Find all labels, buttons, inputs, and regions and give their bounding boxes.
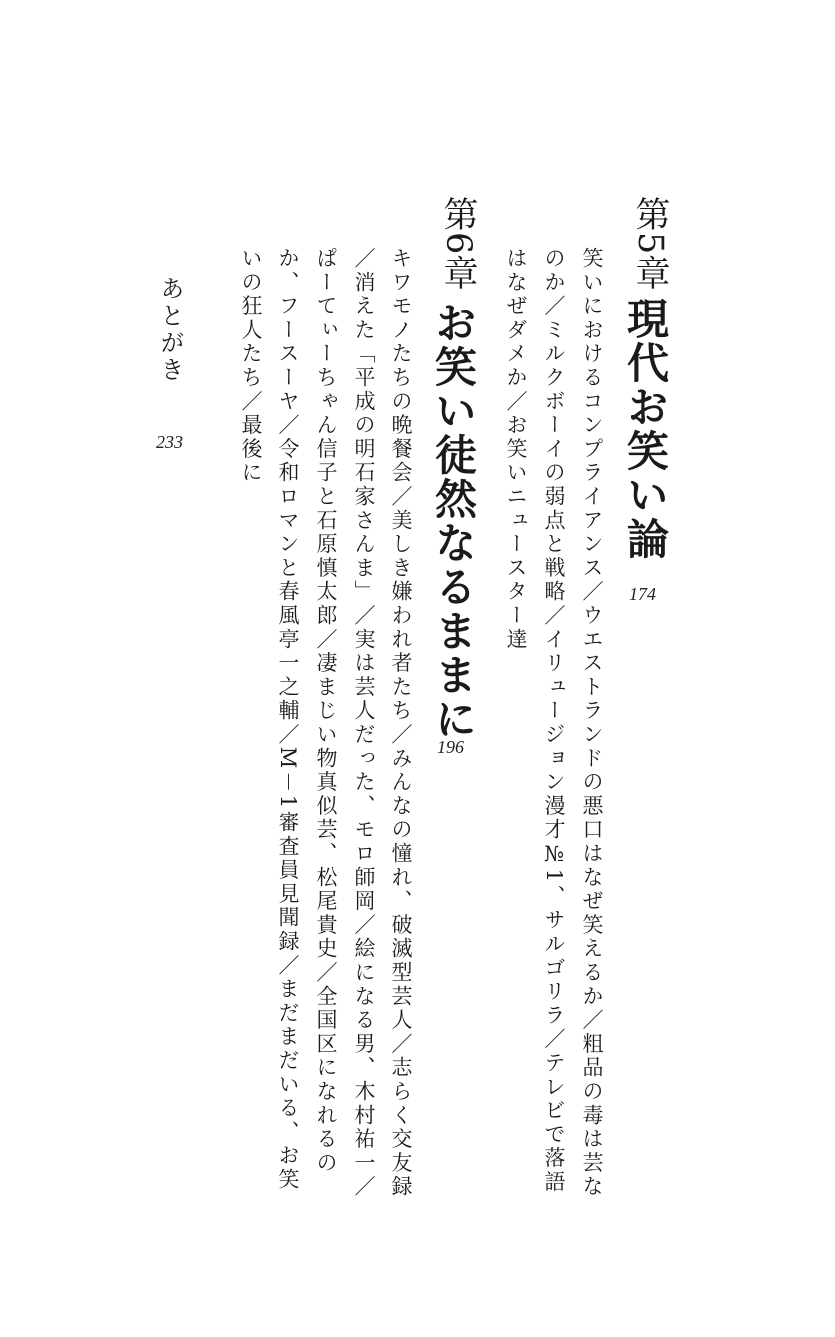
chapter-6-label: 第6章	[438, 196, 478, 292]
chapter-6-line-5: いの狂人たち／最後に	[239, 247, 263, 485]
chapter-6-page-number: 196	[437, 737, 464, 757]
chapter-5-title: 現代お笑い論	[621, 297, 670, 561]
chapter-6-line-2: ／消えた「平成の明石家さんま」／実は芸人だった、モロ師岡／絵になる男、木村祐一／	[352, 247, 376, 1199]
chapter-5-line-1: 笑いにおけるコンプライアンス／ウエストランドの悪口はなぜ笑えるか／粗品の毒は芸な	[580, 247, 604, 1199]
chapter-6-title: お笑い徒然なるままに	[429, 301, 478, 741]
chapter-5-label: 第5章	[630, 196, 670, 292]
chapter-6-line-3: ぱーてぃーちゃん信子と石原慎太郎／凄まじい物真似芸、松尾貴史／全国区になれるの	[314, 247, 338, 1176]
afterword-page-number: 233	[156, 432, 183, 452]
chapter-5-line-2: のか／ミルクボーイの弱点と戦略／イリュージョン漫才№1、サルゴリラ／テレビで落語	[542, 247, 566, 1195]
chapter-5-page-number: 174	[629, 584, 656, 604]
afterword-label: あとがき	[156, 276, 184, 384]
chapter-6-line-4: か、フースーヤ／令和ロマンと春風亭一之輔／M－1審査員見聞録／まだまだいる、お笑	[276, 247, 300, 1192]
chapter-5-line-3: はなぜダメか／お笑いニュースター達	[504, 247, 528, 652]
chapter-6-line-1: キワモノたちの晩餐会／美しき嫌われ者たち／みんなの憧れ、破滅型芸人／志らく交友録	[389, 247, 413, 1199]
